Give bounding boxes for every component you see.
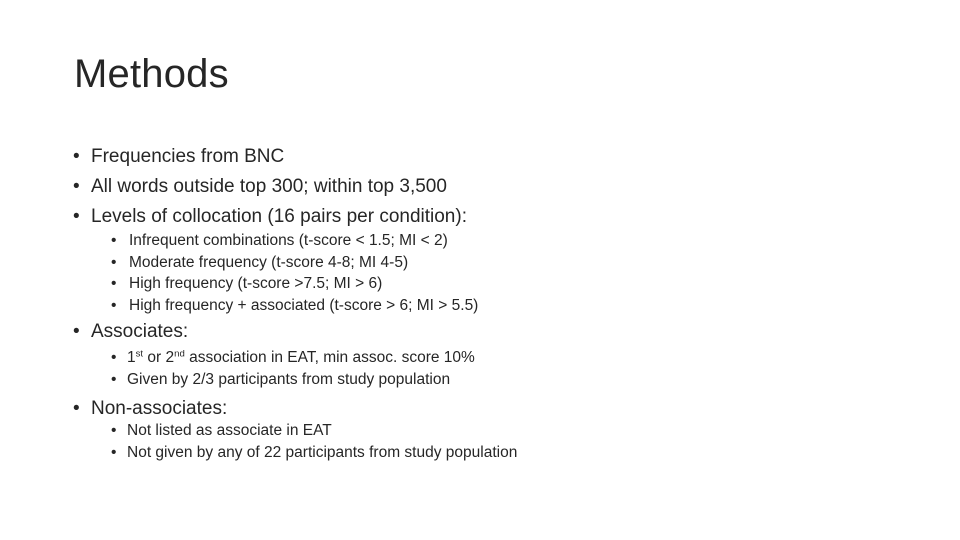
bullet-text: All words outside top 300; within top 3,500 [91, 176, 447, 197]
text-part: association in EAT, min assoc. score 10% [184, 349, 475, 366]
bullet-icon: • [111, 349, 117, 366]
sub-bullet-high [111, 275, 383, 292]
superscript: st [135, 348, 144, 360]
bullet-item-collocation [73, 206, 467, 227]
sub-bullet-text: Not listed as associate in EAT [127, 422, 332, 439]
sub-bullet-high-associated [111, 297, 479, 314]
bullet-icon: • [111, 232, 117, 249]
sub-bullet-text: Infrequent combinations (t-score < 1.5; MI < 2) [129, 232, 448, 249]
bullet-text: Frequencies from BNC [91, 146, 285, 167]
sub-bullet-moderate [111, 254, 409, 271]
text-part: 1 [127, 349, 136, 366]
bullet-text: Non-associates: [91, 398, 228, 419]
bullet-icon: • [73, 176, 80, 197]
sub-bullet-infrequent [111, 232, 448, 249]
bullet-icon: • [111, 275, 117, 292]
sub-bullet-text: Given by 2/3 participants from study population [127, 371, 451, 388]
sub-bullet-text [127, 349, 475, 366]
sub-bullet-given-by [111, 371, 451, 388]
superscript: nd [174, 348, 185, 360]
bullet-icon: • [73, 206, 80, 227]
bullet-icon: • [111, 422, 117, 439]
sub-bullet-text: High frequency (t-score >7.5; MI > 6) [129, 275, 383, 292]
sub-bullet-text: High frequency + associated (t-score > 6; MI > 5.5) [129, 297, 479, 314]
bullet-icon: • [111, 297, 117, 314]
sub-bullet-text: Not given by any of 22 participants from study population [127, 444, 518, 461]
slide-title: Methods [74, 52, 229, 96]
bullet-icon: • [111, 254, 117, 271]
bullet-icon: • [111, 371, 117, 388]
bullet-icon: • [73, 146, 80, 167]
sub-bullet-not-given [111, 444, 518, 461]
bullet-item-words [73, 176, 447, 197]
sub-bullet-association-eat [111, 348, 475, 366]
bullet-icon: • [73, 398, 80, 419]
bullet-text: Levels of collocation (16 pairs per condition): [91, 206, 467, 227]
bullet-item-non-associates [73, 398, 228, 419]
sub-bullet-not-listed [111, 422, 332, 439]
bullet-text: Associates: [91, 321, 189, 342]
sub-bullet-text: Moderate frequency (t-score 4-8; MI 4-5) [129, 254, 409, 271]
text-part: or 2 [143, 349, 175, 366]
bullet-icon: • [111, 444, 117, 461]
bullet-item-associates [73, 321, 189, 342]
bullet-item-frequencies [73, 146, 285, 167]
bullet-icon: • [73, 321, 80, 342]
